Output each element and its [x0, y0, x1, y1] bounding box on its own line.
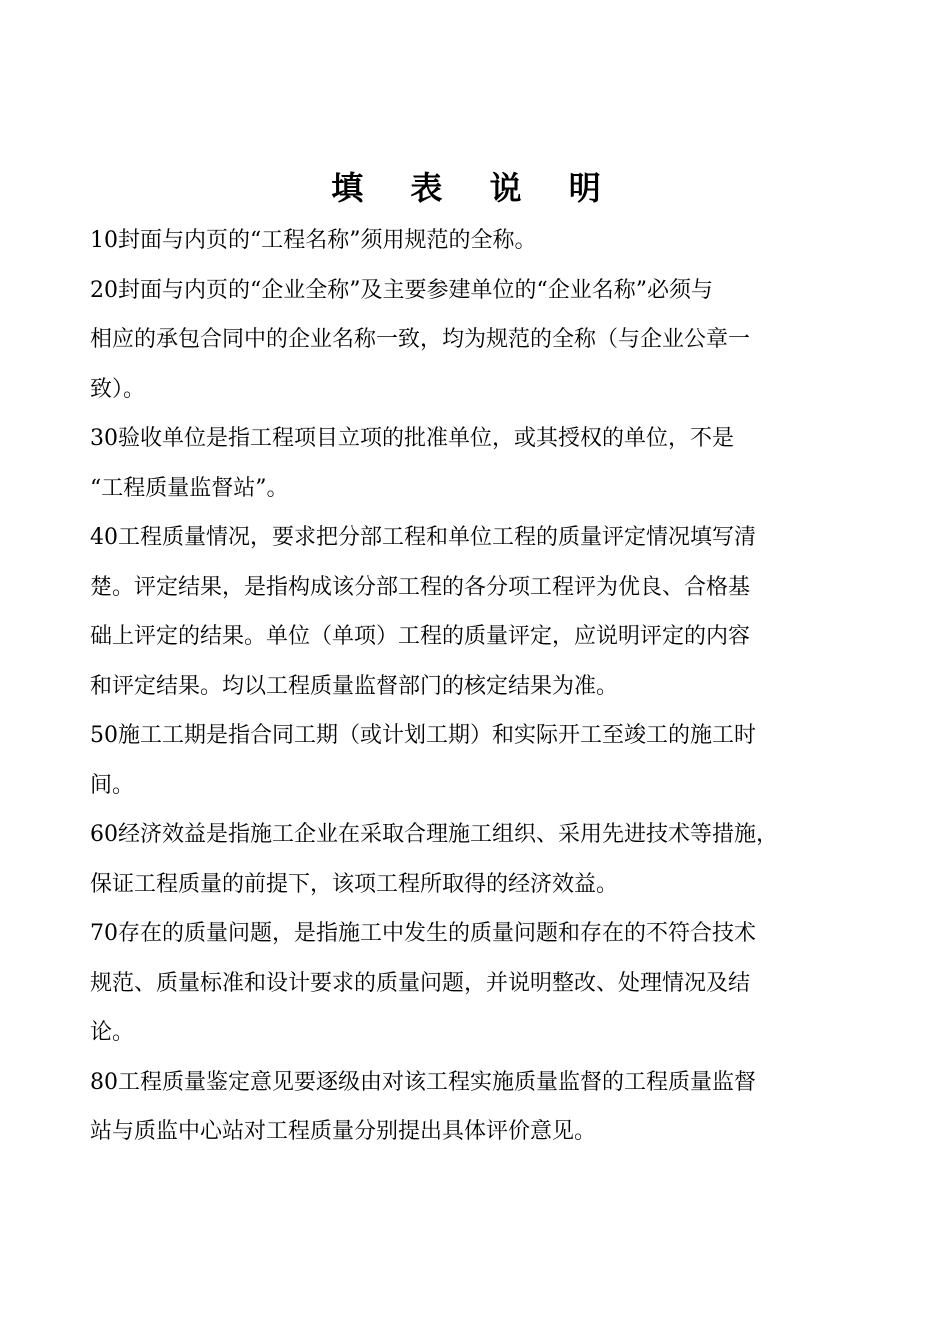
instruction-line: 50施工工期是指合同工期（或计划工期）和实际开工至竣工的施工时: [90, 723, 756, 748]
instructions-body: [90, 216, 880, 1157]
instruction-line: 间。: [90, 772, 135, 798]
instruction-item-2: [90, 266, 880, 415]
instruction-line: 10封面与内页的“工程名称”须用规范的全称。: [90, 228, 537, 253]
instruction-item-4: [90, 513, 880, 711]
instruction-item-8: [90, 1058, 880, 1157]
instruction-line: “工程质量监督站”。: [90, 475, 289, 501]
instruction-line: 60经济效益是指施工企业在采取合理施工组织、采用先进技术等措施，: [90, 822, 778, 847]
instruction-line: 20封面与内页的“企业全称”及主要参建单位的“企业名称”必须与: [90, 277, 713, 303]
instruction-line: 楚。评定结果，是指构成该分部工程的各分项工程评为优良、合格基: [90, 574, 751, 600]
instruction-line: 80工程质量鉴定意见要逐级由对该工程实施质量监督的工程质量监督: [90, 1069, 756, 1095]
instruction-item-6: [90, 810, 880, 909]
instruction-line: 30验收单位是指工程项目立项的批准单位，或其授权的单位，不是: [90, 426, 734, 451]
instruction-line: 保证工程质量的前提下，该项工程所取得的经济效益。: [90, 871, 619, 897]
instruction-item-5: [90, 711, 880, 810]
instruction-line: 础上评定的结果。单位（单项）工程的质量评定，应说明评定的内容: [90, 624, 751, 649]
instruction-line: 相应的承包合同中的企业名称一致，均为规范的全称（与企业公章一: [90, 327, 751, 352]
instruction-line: 论。: [90, 1020, 135, 1045]
instruction-line: 和评定结果。均以工程质量监督部门的核定结果为准。: [90, 673, 619, 699]
instruction-item-7: [90, 909, 880, 1058]
instruction-line: 40工程质量情况，要求把分部工程和单位工程的质量评定情况填写清: [90, 525, 756, 550]
instruction-line: 站与质监中心站对工程质量分别提出具体评价意见。: [90, 1119, 597, 1144]
instruction-item-3: [90, 414, 880, 513]
instruction-item-1: [90, 216, 880, 266]
instruction-line: 规范、质量标准和设计要求的质量问题，并说明整改、处理情况及结: [90, 970, 751, 996]
page-title: 填 表 说 明: [331, 169, 619, 207]
instruction-line: 致）。: [90, 376, 146, 402]
instruction-line: 70存在的质量问题，是指施工中发生的质量问题和存在的不符合技术: [90, 921, 756, 946]
